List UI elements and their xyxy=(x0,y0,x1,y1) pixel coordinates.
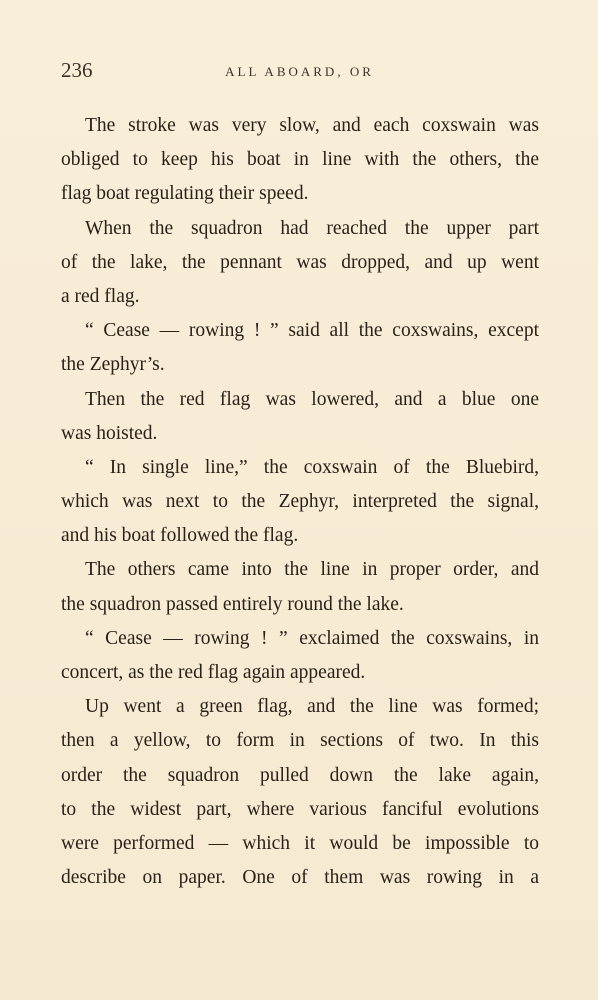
text-line: and his boat followed the flag. xyxy=(61,525,299,547)
text-line: of the lake, the pennant was dropped, and up went xyxy=(61,251,539,273)
text-line: which was next to the Zephyr, interpreted the signal, xyxy=(61,491,539,513)
text-line: describe on paper. One of them was rowing in a xyxy=(61,867,539,889)
paragraph xyxy=(61,383,539,451)
text-line: were performed — which it would be impossible to xyxy=(61,832,539,854)
paragraph xyxy=(61,314,539,382)
running-title: ALL ABOARD, OR xyxy=(225,64,374,79)
text-line: The others came into the line in proper order, and xyxy=(85,559,539,581)
paragraph xyxy=(61,690,539,895)
paragraph xyxy=(61,451,539,554)
paragraph xyxy=(61,109,539,212)
text-line: concert, as the red flag again appeared. xyxy=(61,662,366,683)
text-line: the Zephyr’s. xyxy=(61,354,165,376)
paragraph xyxy=(61,212,539,315)
text-line: obliged to keep his boat in line with the others, the xyxy=(61,149,539,171)
body-text xyxy=(61,109,539,895)
text-line: was hoisted. xyxy=(61,422,158,444)
page-number: 236 xyxy=(61,58,93,82)
text-line: “ In single line,” the coxswain of the Bluebird, xyxy=(85,456,539,478)
text-line: “ Cease — rowing ! ” exclaimed the coxswains, in xyxy=(85,627,539,649)
text-line: order the squadron pulled down the lake again, xyxy=(61,764,539,786)
text-line: the squadron passed entirely round the lake. xyxy=(61,593,404,615)
text-line: to the widest part, where various fanciful evolutions xyxy=(61,798,539,820)
text-line: then a yellow, to form in sections of two. In this xyxy=(61,730,539,752)
text-line: a red flag. xyxy=(61,285,140,307)
text-line: Up went a green flag, and the line was formed; xyxy=(85,696,539,718)
paragraph xyxy=(61,622,539,690)
text-line: When the squadron had reached the upper part xyxy=(85,217,539,239)
paragraph xyxy=(61,553,539,621)
text-line: “ Cease — rowing ! ” said all the coxswains, except xyxy=(85,320,539,342)
page-header xyxy=(61,58,538,86)
text-line: flag boat regulating their speed. xyxy=(61,183,309,205)
text-line: Then the red flag was lowered, and a blue one xyxy=(85,388,539,410)
text-line: The stroke was very slow, and each coxswain was xyxy=(85,115,539,136)
